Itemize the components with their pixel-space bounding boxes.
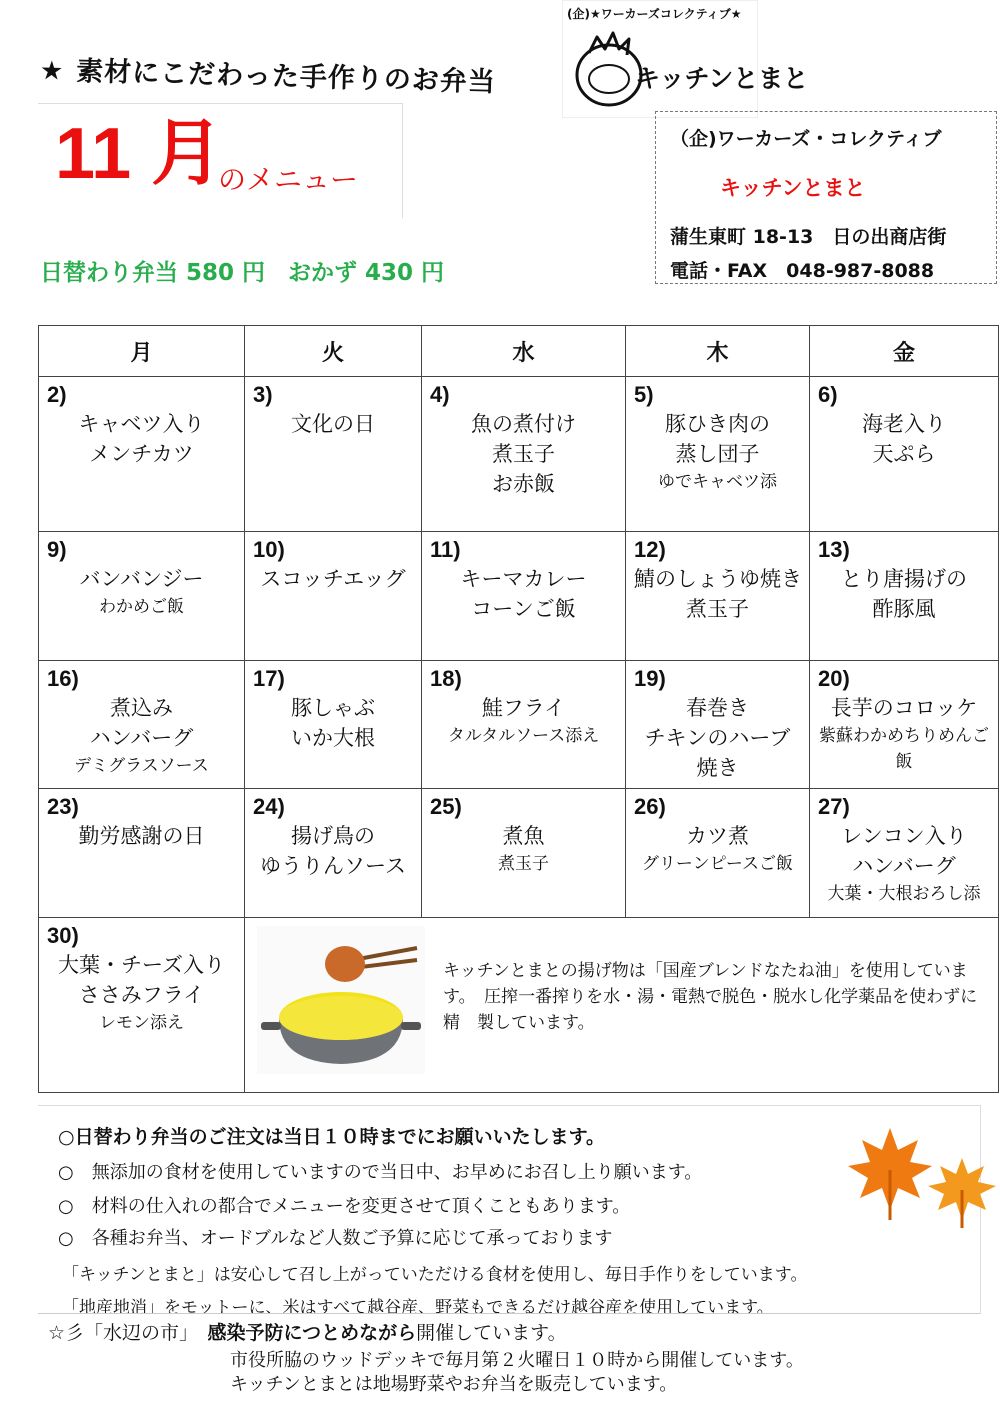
dish-side: わかめご飯	[99, 596, 184, 617]
dish-name: 春巻き	[686, 695, 749, 720]
menu-week-row	[39, 789, 999, 918]
shop-info	[655, 111, 997, 284]
menu-week-row	[39, 531, 999, 660]
day-number: 18)	[430, 665, 462, 691]
dish-name: 酢豚風	[872, 596, 936, 621]
dish-name: 煮込み	[110, 695, 173, 720]
day-number: 16)	[47, 665, 79, 691]
dish-name: チキンのハーブ	[644, 725, 791, 750]
day-number: 24)	[253, 794, 285, 820]
tagline-text: 素材にこだわった手作りのお弁当	[75, 55, 497, 98]
menu-day-cell	[810, 789, 999, 918]
maple-leaves-icon	[840, 1120, 1000, 1230]
dish-name: 蒸し団子	[675, 442, 760, 466]
logo-name: キッチンとまと	[635, 64, 809, 93]
market-heading	[48, 1318, 567, 1345]
weekday-header: 火	[245, 326, 422, 377]
menu-week-row	[39, 918, 999, 1093]
dish-name: 鯖のしょうゆ焼き	[634, 566, 802, 591]
dish-side: デミグラスソース	[74, 755, 209, 776]
day-number: 19)	[634, 665, 666, 691]
dish-name: お赤飯	[492, 472, 555, 496]
dish-name: いか大根	[291, 725, 375, 750]
dish-side: 飯	[895, 751, 913, 772]
menu-day-cell	[39, 660, 245, 789]
weekday-header: 金	[810, 326, 999, 377]
dish-side: 紫蘇わかめちりめんご	[819, 725, 989, 746]
menu-day-cell	[39, 531, 245, 660]
market-title: ☆彡「水辺の市」	[48, 1322, 208, 1344]
note-paragraph: 「地産地消」をモットーに、米はすべて越谷産、野菜もできるだけ越谷産を使用しています。	[62, 1298, 774, 1314]
dish-side: レモン添え	[99, 1013, 184, 1034]
menu-day-cell	[626, 377, 810, 532]
dish-name: カツ煮	[686, 824, 749, 849]
dish-name: レンコン入り	[841, 824, 967, 849]
menu-day-cell	[39, 377, 245, 532]
menu-day-cell	[422, 531, 626, 660]
note-item: ○ 各種お弁当、オードブルなど人数ご予算に応じて承っております	[58, 1228, 613, 1249]
menu-day-cell	[39, 918, 245, 1093]
dish-name: キーマカレー	[460, 566, 587, 591]
dish-side: 煮玉子	[498, 854, 549, 875]
day-number: 2)	[47, 382, 67, 407]
market-line: 市役所脇のウッドデッキで毎月第２火曜日１０時から開催しています。	[230, 1350, 804, 1371]
shop-name: キッチンとまと	[720, 176, 866, 200]
day-number: 27)	[818, 794, 850, 820]
page-title-month: 11 月	[55, 114, 224, 194]
day-number: 20)	[818, 665, 850, 691]
shop-address: 蒲生東町 18-13 日の出商店街	[670, 226, 947, 248]
dish-name: 煮玉子	[686, 596, 749, 621]
note-item: ○ 材料の仕入れの都合でメニューを変更させて頂くこともあります。	[58, 1196, 631, 1217]
dish-name: 揚げ鳥の	[291, 824, 375, 849]
menu-day-cell	[422, 660, 626, 789]
company-name: （企)ワーカーズ・コレクティブ	[670, 128, 942, 150]
dish-name: バンバンジー	[79, 566, 204, 591]
logo-top-text: (企)★ワーカーズコレクティブ★	[567, 7, 742, 21]
dish-name: メンチカツ	[89, 442, 194, 466]
dish-name: 煮魚	[502, 824, 545, 849]
menu-table	[38, 325, 999, 1093]
menu-day-cell	[626, 531, 810, 660]
price-line: 日替わり弁当 580 円 おかず 430 円	[40, 260, 445, 286]
menu-day-cell	[626, 789, 810, 918]
menu-day-cell	[245, 660, 422, 789]
frying-pot-icon	[257, 926, 425, 1074]
dish-side: グリーンピースご飯	[641, 854, 794, 875]
day-number: 26)	[634, 794, 666, 820]
tagline	[39, 48, 496, 99]
dish-name: コーンご飯	[471, 596, 576, 621]
menu-week-row	[39, 377, 999, 532]
day-number: 4)	[430, 382, 450, 407]
dish-name: ささみフライ	[78, 983, 205, 1008]
dish-side: ゆでキャベツ添	[658, 472, 777, 492]
menu-day-cell	[245, 789, 422, 918]
divider	[38, 1313, 980, 1314]
market-title-end: 開催しています。	[416, 1322, 567, 1344]
dish-side: タルタルソース添え	[447, 725, 600, 746]
day-number: 17)	[253, 665, 285, 691]
note-item: ○ 無添加の食材を使用していますので当日中、お早めにお召し上り願います。	[58, 1162, 703, 1183]
dish-name: 焼き	[696, 755, 739, 780]
dish-name: 豚ひき肉の	[665, 412, 770, 436]
dish-name: とり唐揚げの	[841, 566, 967, 591]
shop-phone: 電話・FAX 048-987-8088	[670, 260, 935, 282]
day-number: 30)	[47, 923, 79, 949]
dish-name: ハンバーグ	[852, 854, 956, 879]
dish-name: 煮玉子	[492, 442, 555, 466]
page-title-sub: のメニュー	[218, 163, 359, 196]
day-number: 9)	[47, 536, 67, 562]
dish-name: 長芋のコロッケ	[830, 695, 978, 720]
weekday-header: 月	[39, 326, 245, 377]
weekday-header-row	[39, 326, 999, 377]
dish-name: 鮭フライ	[481, 695, 566, 720]
day-number: 6)	[818, 382, 838, 407]
menu-day-cell	[626, 660, 810, 789]
star-icon: ★	[39, 56, 65, 87]
menu-day-cell	[245, 531, 422, 660]
menu-day-cell	[422, 377, 626, 532]
day-number: 23)	[47, 794, 79, 820]
menu-week-row	[39, 660, 999, 789]
dish-name: 文化の日	[291, 412, 375, 436]
market-subtitle: 感染予防につとめながら	[207, 1322, 417, 1344]
dish-name: 大葉・チーズ入り	[58, 953, 225, 978]
dish-name: 海老入り	[862, 412, 946, 436]
oil-note-text: キッチンとまとの揚げ物は「国産ブレンドなたね油」を使用しています。 圧搾一番搾りを水・湯・電熱で脱色・脱水し化学薬品を使わずに精 製しています。	[443, 961, 978, 1034]
dish-name: ゆうりんソース	[260, 854, 406, 879]
dish-name: ハンバーグ	[89, 725, 194, 750]
day-number: 13)	[818, 536, 850, 562]
order-deadline-note: ○日替わり弁当のご注文は当日１０時までにお願いいたします。	[58, 1126, 606, 1148]
weekday-header: 木	[626, 326, 810, 377]
dish-name: 勤労感謝の日	[78, 824, 205, 849]
dish-name: 魚の煮付け	[471, 412, 576, 436]
day-number: 3)	[253, 382, 273, 407]
dish-name: 天ぷら	[872, 442, 936, 466]
menu-day-cell	[810, 531, 999, 660]
day-number: 25)	[430, 794, 462, 820]
dish-name: 豚しゃぶ	[291, 695, 375, 720]
menu-day-cell	[810, 660, 999, 789]
menu-day-cell	[810, 377, 999, 532]
weekday-header: 水	[422, 326, 626, 377]
day-number: 10)	[253, 536, 285, 562]
dish-name: キャベツ入り	[78, 412, 205, 436]
logo	[562, 0, 809, 118]
menu-day-cell	[39, 789, 245, 918]
day-number: 12)	[634, 536, 666, 562]
day-number: 11)	[430, 536, 461, 562]
menu-day-cell	[422, 789, 626, 918]
note-paragraph: 「キッチンとまと」は安心して召し上がっていただける食材を使用し、毎日手作りをしています。	[62, 1265, 808, 1285]
dish-side: 大葉・大根おろし添	[827, 884, 981, 905]
oil-note-cell	[245, 918, 999, 1093]
market-line: キッチンとまとは地場野菜やお弁当を販売しています。	[230, 1374, 678, 1395]
menu-day-cell	[245, 377, 422, 532]
day-number: 5)	[634, 382, 654, 407]
dish-name: スコッチエッグ	[260, 566, 406, 591]
